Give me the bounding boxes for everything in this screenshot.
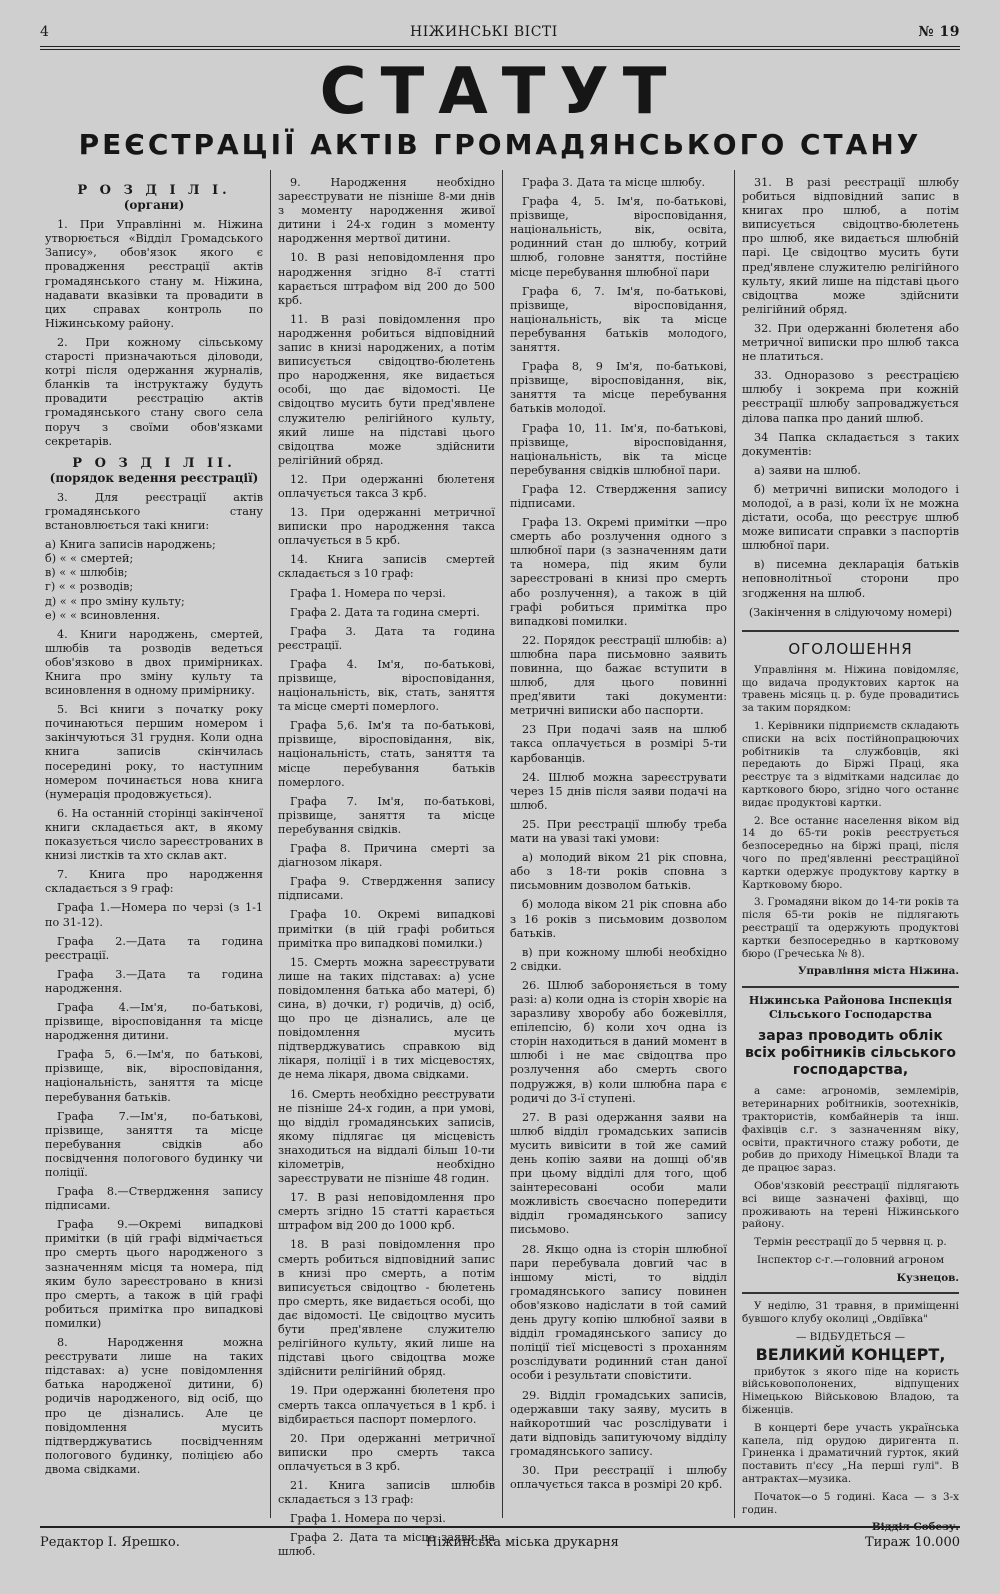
paragraph: 11. В разі повідомлення про народження робиться відповідний запис в книзі народжених, а потім виписується свідоцтво-бюлетень про народження, яке видається особі, що дає відомості. Це свідоцтво мусить бути пред'явлене служителю релігійного культу, який лише на підставі цього свідоцтва може здійснити релігійний обряд. bbox=[278, 312, 495, 467]
books-list bbox=[45, 538, 263, 623]
paragraph: Графа 10, 11. Ім'я, по-батькові, прізвище, віросповідання, національність, вік та місце перебування свідків шлюбної пари. bbox=[510, 421, 727, 477]
paragraph: 13. При одержанні метричної виписки про народження такса оплачується в 5 крб. bbox=[278, 506, 495, 548]
concert-notice bbox=[742, 1300, 959, 1534]
paragraph: а саме: агрономів, землемірів, ветеринарних робітників, зоотехніків, трактористів, комбайнерів та інш. фахівців с.г. з зазначенням віку, освіти, практичного стажу роботи, де робив до приходу Німецької Влади та де працює зараз. bbox=[742, 1085, 959, 1175]
paragraph: 7. Книга про народження складається з 9 граф: bbox=[45, 868, 263, 896]
column-4 bbox=[734, 170, 966, 1534]
paragraph: У неділю, 31 травня, в приміщенні бувшого клубу околиці „Овдіївка" bbox=[742, 1300, 959, 1326]
list-item: г) « « розводів; bbox=[45, 580, 134, 594]
inspection-headline: зараз проводить облік всіх робітників сільського господарства, bbox=[744, 1028, 957, 1079]
divider bbox=[742, 1292, 959, 1294]
paragraph: а) молодий віком 21 рік сповна, або з 18-ти років сповна з письмовним дозволом батьків. bbox=[510, 851, 727, 893]
paragraph: Графа 8. Причина смерті за діагнозом лікаря. bbox=[278, 842, 495, 870]
print-run: Тираж 10.000 bbox=[865, 1534, 960, 1550]
paragraph: Графа 3. Дата та година реєстрації. bbox=[278, 624, 495, 652]
paragraph: 4. Книги народжень, смертей, шлюбів та розводів ведеться обов'язково в двох примірниках. Книга про зміну культу та всиновлення в одному примірнику. bbox=[45, 627, 263, 698]
paragraph: 27. В разі одержання заяви на шлюб відділ громадських записів мусить вивісити в той же самий день копію заяви на дошці об'яв при цьому відділі для того, щоб заінтересовані особи мали можливість своєчасно попередити відділ громадянського запису письмово. bbox=[510, 1110, 727, 1237]
paragraph: 14. Книга записів смертей складається з 10 граф: bbox=[278, 553, 495, 581]
paragraph: 2. При кожному сільському старості призначаються діловоди, котрі після одержання журналів, бланків та інструктажу будуть провадити реєстрацію актів громадянського стану свого села поруч з своїми обов'язками секретарів. bbox=[45, 335, 263, 448]
divider bbox=[742, 986, 959, 988]
paragraph: Початок—о 5 годині. Каса — з 3-х годин. bbox=[742, 1490, 959, 1516]
paragraph: Графа 5,6. Ім'я та по-батькові, прізвище, віросповідання, вік, національність, стать, заняття та місце перебування батьків померлого. bbox=[278, 719, 495, 789]
page-number: 4 bbox=[40, 24, 50, 40]
paragraph: 28. Якщо одна із сторін шлюбної пари перебувала довгий час в іншому місті, то відділ громадянського запису повинен обов'язково надіслати в той самий день другу копію шлюбної заяви в відділ громадянського запису до поліції тієї місцевості з проханням розслідувати родинний стан даної особи і результати сповістити. bbox=[510, 1242, 727, 1383]
paragraph: 20. При одержанні метричної виписки про смерть такса оплачується в 3 крб. bbox=[278, 1431, 495, 1473]
column-2 bbox=[270, 170, 502, 1559]
paragraph: 18. В разі повідомлення про смерть робиться відповідний запис в книзі про смерть, а потім виписується свідоцтво - бюлетень про смерть, яке видається особі, що дає відомості. Це свідоцтво мусить бути пред'явлене служителю релігійного культу, який лише на підставі цього свідоцтва може здійснити релігійний обряд. bbox=[278, 1238, 495, 1379]
issue-number: № 19 bbox=[918, 24, 960, 40]
list-item: а) Книга записів народжень; bbox=[45, 538, 216, 552]
paragraph: Графа 8.—Ствердження запису підписами. bbox=[45, 1185, 263, 1213]
list-item: д) « « про зміну культу; bbox=[45, 594, 185, 608]
inspection-notice bbox=[742, 1085, 959, 1284]
list-item: е) « « всиновлення. bbox=[45, 608, 161, 622]
paragraph: 15. Смерть можна зареєструвати лише на таких підставах: а) усне повідомлення батька або матері, б) сина, в) дочки, г) родичів, д) осіб, що про це дізнались, але це повідомлення мусить підтверджуватись справкою від лікаря, поліції і в тих місцевостях, де нема лікаря, двома свідками. bbox=[278, 955, 495, 1082]
paragraph: Графа 3. Дата та місце шлюбу. bbox=[522, 176, 706, 189]
paragraph: 30. При реєстрації і шлюбу оплачується такса в розмірі 20 крб. bbox=[510, 1463, 727, 1492]
paragraph: Управління м. Ніжина повідомляє, що видача продуктових карток на травень місяць ц. р. буде провадитись за таким порядком: bbox=[742, 663, 959, 715]
announcements-heading: ОГОЛОШЕННЯ bbox=[742, 630, 959, 656]
masthead bbox=[40, 18, 960, 50]
paragraph: Графа 4.—Ім'я, по-батькові, прізвище, віросповідання та місце народження дитини. bbox=[45, 1000, 263, 1043]
paragraph: Графа 2. Дата та місце заяви на шлюб. bbox=[278, 1531, 495, 1559]
footer bbox=[40, 1526, 960, 1556]
paragraph: 26. Шлюб забороняється в тому разі: а) коли одна із сторін хворіє на заразливу хворобу або божевілля, епілепсію, б) коли хоч одна із сторін находиться в даний момент в шлюбі і не має свідоцтва про розлучення або смерть свого подружжя, в) коли шлюбна пара є родичі до 3-ї ступені. bbox=[510, 978, 727, 1105]
paragraph: Графа 7. Ім'я, по-батькові, прізвище, заняття та місце перебування свідків. bbox=[278, 794, 495, 836]
page-subtitle: РЕЄСТРАЦІЇ АКТІВ ГРОМАДЯНСЬКОГО СТАНУ bbox=[78, 128, 922, 161]
paragraph: 24. Шлюб можна зареєструвати через 15 днів після заяви подачі на шлюб. bbox=[510, 770, 727, 812]
paragraph: 12. При одержанні бюлетеня оплачується такса 3 крб. bbox=[278, 472, 495, 500]
paragraph: 10. В разі неповідомлення про народження згідно 8-ї статті карається штрафом від 200 до 500 крб. bbox=[278, 251, 495, 307]
announcement-cards bbox=[742, 664, 959, 978]
paragraph: Графа 3.—Дата та година народження. bbox=[45, 967, 263, 995]
paragraph: 16. Смерть необхідно реєструвати не пізніше 24-х годин, а при умові, що відділ громадянських записів, якому підлягає ця місцевість знаходиться на віддалі більш 10-ти кілометрів, необхідно зареєструвати не пізніше 48 годин. bbox=[278, 1087, 495, 1186]
paragraph: Графа 2. Дата та година смерті. bbox=[290, 605, 480, 619]
paragraph: — ВІДБУДЕТЬСЯ — bbox=[795, 1331, 906, 1344]
paragraph: Графа 8, 9 Ім'я, по-батькові, прізвище, віросповідання, вік, заняття та місце перебування батьків молодої. bbox=[510, 360, 727, 416]
newspaper-name: НІЖИНСЬКІ ВІСТІ bbox=[410, 24, 558, 40]
concert-headline: ВЕЛИКИЙ КОНЦЕРТ, bbox=[755, 1344, 946, 1364]
printer-credit: Ніжинська міська друкарня bbox=[426, 1534, 619, 1550]
paragraph: 1. При Управлінні м. Ніжина утворюється «Відділ Громадського Запису», обов'язок якого є провадження реєстрації актів громадянського стану м. Ніжина, надавати вказівки та провадити в цих справах контроль по Ніжинському району. bbox=[45, 218, 263, 330]
paragraph: б) молода віком 21 рік сповна або з 16 років з письмовим дозволом батьків. bbox=[510, 898, 727, 940]
paragraph: Інспектор с-г.—головний агроном bbox=[756, 1253, 945, 1266]
column-3 bbox=[502, 170, 734, 1518]
column-1 bbox=[38, 170, 270, 1518]
paragraph: Графа 13. Окремі примітки —про смерть або розлучення одного з шлюбної пари (з зазначенням дати та номера, під яким були зареєстровані в книзі про смерть або розлучення), а також в цій графі робиться примітка про випадкові помилки. bbox=[510, 516, 727, 628]
signature: Управління міста Ніжина. bbox=[797, 965, 959, 978]
editor-credit: Редактор І. Ярешко. bbox=[40, 1534, 180, 1550]
paragraph: 32. При одержанні бюлетеня або метричної виписки про шлюб такса не платиться. bbox=[742, 321, 959, 364]
paragraph: прибуток з якого піде на користь військовополонених, відпущених Німецькою Військовою Владою, та біженців. bbox=[742, 1365, 959, 1417]
signature: Відділ Собезу. bbox=[871, 1521, 959, 1534]
paragraph: 3. Громадяни віком до 14-ти років та після 65-ти років не підлягають реєстрації та одержують продуктові картки безпосередньо в картковому бюро (Гречеська № 8). bbox=[742, 896, 959, 960]
paragraph: Графа 1.—Номера по черзі (з 1-1 по 31-12). bbox=[45, 901, 263, 929]
paragraph: 31. В разі реєстрації шлюбу робиться відповідний запис в книгах про шлюб, а потім виписується свідоцтво-бюлетень про шлюб, яке видається шлюбній парі. Це свідоцтво мусить бути пред'явлене служителю релігійного культу, який лише на підставі цього свідоцтва може здійснити релігійний обряд. bbox=[742, 176, 959, 316]
paragraph: 23 При подачі заяв на шлюб такса оплачується в розмірі 5-ти карбованців. bbox=[510, 723, 727, 765]
paragraph: Графа 5, 6.—Ім'я, по батькові, прізвище, вік, віросповідання, національність, заняття та місце перебування батьків. bbox=[45, 1048, 263, 1104]
continuation-note: (Закінчення в слідуючому номері) bbox=[748, 605, 953, 619]
inspection-title: Ніжинська Районова Інспекція Сільського Господарства bbox=[748, 994, 953, 1022]
paragraph: Термін реєстрації до 5 червня ц. р. bbox=[754, 1236, 947, 1249]
paragraph: Графа 4. Ім'я, по-батькові, прізвище, віросповідання, національність, вік, стать, заняття та місце смерті померлого. bbox=[278, 657, 495, 714]
paragraph: 3. Для реєстрації актів громадянського стану встановлюється такі книги: bbox=[45, 490, 263, 533]
paragraph: 5. Всі книги з початку року починаються першим номером і закінчуються 31 грудня. Коли одна книга записів скінчилась посередині року, то наступним номером починається нова книга (нумерація продовжується). bbox=[45, 703, 263, 801]
section-subheading: (органи) bbox=[123, 198, 185, 213]
paragraph: Графа 1. Номера по черзі. bbox=[290, 1512, 446, 1526]
paragraph: 6. На останній сторінці закінченої книги складається акт, в якому показується число зареєстрованих в книзі листків та хто склав акт. bbox=[45, 806, 263, 863]
paragraph: Графа 10. Окремі випадкові примітки (в цій графі робиться примітка про випадкові помилки.) bbox=[278, 908, 495, 950]
paragraph: 2. Все останнє населення віком від 14 до 65-ти років реєструється безпосередньо на біржі праці, після чого по пред'явленні реєстраційної картки одержує продуктову картку в Картковому бюро. bbox=[742, 814, 959, 891]
paragraph: 34 Папка складається з таких документів: bbox=[742, 430, 959, 458]
paragraph: Графа 9. Ствердження запису підписами. bbox=[278, 875, 495, 903]
paragraph: Графа 2.—Дата та година реєстрації. bbox=[45, 934, 263, 962]
paragraph: 8. Народження можна реєструвати лише на таких підставах: а) усне повідомлення батька народженої дитини, б) родичів народженого, від осіб, що про це дізнались. Але це повідомлення мусить підтверджуватись посвідченням пологового будинку, поліцією або двома свідками. bbox=[45, 1336, 263, 1476]
paragraph: 19. При одержанні бюлетеня про смерть такса оплачується в 1 крб. і відбирається паспорт померлого. bbox=[278, 1384, 495, 1426]
paragraph: б) метричні виписки молодого і молодої, а в разі, коли їх не можна дістати, особа, що реєструє шлюб може виписати справки з паспортів шлюбної пари. bbox=[742, 482, 959, 553]
paragraph: Обов'язковій реєстрації підлягають всі вище зазначені фахівці, що проживають на терені Ніжинського району. bbox=[742, 1179, 959, 1231]
paragraph: 9. Народження необхідно зареєструвати не пізніше 8-ми днів з моменту народження живої дитини і 24-х годин з моменту народження мертвої дитини. bbox=[278, 176, 495, 246]
paragraph: 22. Порядок реєстрації шлюбів: а) шлюбна пара письмовно заявить повинна, що бажає вступити в шлюб, для цього повинні пред'явити такі документи: метричні виписки або паспорти. bbox=[510, 633, 727, 718]
paragraph: Графа 9.—Окремі випадкові примітки (в цій графі відмічається про смерть цього народженого з зазначенням місця та номера, під яким було зареєстровано в книзі про смерть, а також в цій графі робиться примітка про випадкові помилки) bbox=[45, 1218, 263, 1330]
section-heading: Р О З Д І Л І. bbox=[77, 183, 231, 198]
section-subheading: (порядок ведення реєстрації) bbox=[49, 470, 259, 485]
paragraph: Графа 7.—Ім'я, по-батькові, прізвище, заняття та місце перебування свідків або посвідчення пологового будинку чи поліції. bbox=[45, 1109, 263, 1179]
paragraph: 33. Одноразово з реєстрацією шлюбу і зокрема при кожній реєстрації шлюбу запроваджується ділова папка про даний шлюб. bbox=[742, 369, 959, 425]
page-title: СТАТУТ bbox=[319, 55, 681, 129]
paragraph: 25. При реєстрації шлюбу треба мати на увазі такі умови: bbox=[510, 817, 727, 846]
paragraph: 1. Керівники підприємств складають списки на всіх постійнопрацюючих робітників та службовців, які передають до Біржі Праці, яка реєструє та з відмітками надсилає до карткового бюро, згідно чого останнє видає продуктові картки. bbox=[742, 720, 959, 809]
paragraph: Графа 1. Номера по черзі. bbox=[290, 586, 446, 600]
paragraph: 17. В разі неповідомлення про смерть згідно 15 статті карається штрафом від 200 до 1000 крб. bbox=[278, 1191, 495, 1233]
section-heading: Р О З Д І Л ІІ. bbox=[72, 455, 236, 471]
paragraph: 29. Відділ громадських записів, одержавши таку заяву, мусить в найкоротший час розслідувати і дати відповідь запитуючому відділу громадянського запису. bbox=[510, 1388, 727, 1458]
paragraph: Графа 4, 5. Ім'я, по-батькові, прізвище, віросповідання, національність, вік, освіта, родинний стан до шлюбу, котрий шлюб, головне заняття, постійне місце перебування шлюбної пари bbox=[510, 195, 727, 279]
paragraph: 21. Книга записів шлюбів складається з 13 граф: bbox=[278, 1478, 495, 1507]
paragraph: Графа 6, 7. Ім'я, по-батькові, прізвище, віросповідання, національність, вік та місце перебування батьків молодого, заняття. bbox=[510, 284, 727, 355]
list-item: б) « « смертей; bbox=[45, 552, 134, 566]
paragraph: в) писемна декларація батьків неповнолітньої сторони про згодження на шлюб. bbox=[742, 558, 959, 600]
paragraph: а) заяви на шлюб. bbox=[754, 463, 861, 477]
paragraph: В концерті бере участь українська капела, під орудою диригента п. Гриненка і драматичний гурток, який поставить п'єсу „На перші гулі". В антрактах—музика. bbox=[742, 1421, 959, 1486]
paragraph: в) при кожному шлюбі необхідно 2 свідки. bbox=[510, 945, 727, 973]
paragraph: Графа 12. Ствердження запису підписами. bbox=[510, 482, 727, 510]
list-item: в) « « шлюбів; bbox=[45, 566, 128, 580]
signature: Кузнецов. bbox=[896, 1271, 959, 1284]
